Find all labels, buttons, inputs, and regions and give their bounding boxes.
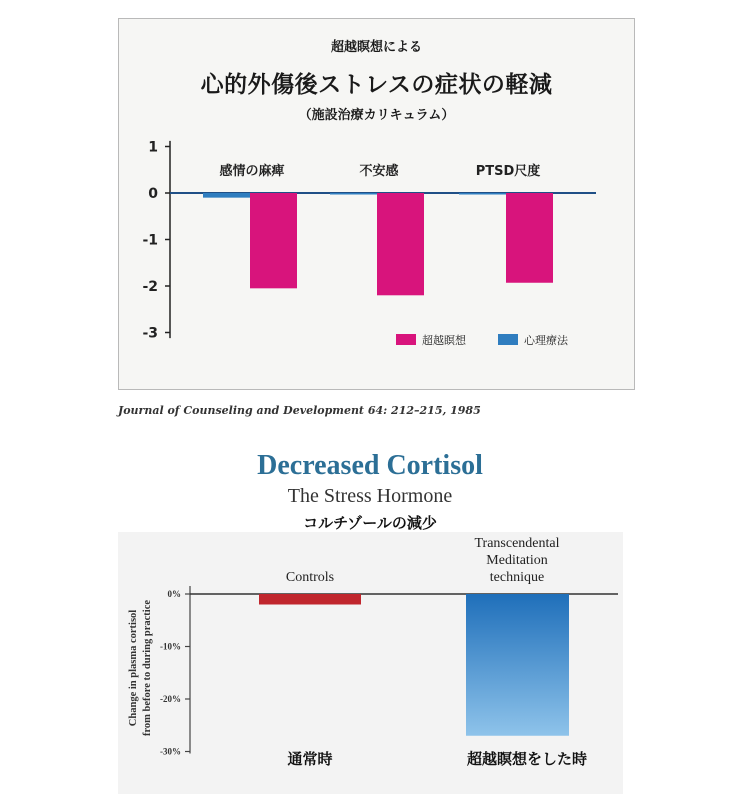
chart-kicker: 超越瞑想による xyxy=(330,40,422,55)
category-label: 不安感 xyxy=(359,164,399,179)
y-tick-label: 1 xyxy=(148,139,158,156)
y-tick-label: -20% xyxy=(160,694,181,704)
category-label: Transcendental xyxy=(474,536,560,551)
y-tick-label: 0 xyxy=(148,186,158,202)
y-tick-label: -2 xyxy=(142,279,158,295)
legend-swatch xyxy=(498,334,518,345)
bar-tm xyxy=(466,594,569,736)
bar-controls xyxy=(259,594,361,605)
category-label-jp: 超越瞑想をした時 xyxy=(466,750,588,768)
legend-label: 超越瞑想 xyxy=(422,334,466,347)
bar-psychotherapy xyxy=(203,193,250,198)
category-label: PTSD尺度 xyxy=(475,164,541,179)
legend-label: 心理療法 xyxy=(524,334,568,347)
y-tick-label: -10% xyxy=(160,641,181,652)
y-axis-label-line2: from before to during practice xyxy=(142,599,153,737)
legend-swatch xyxy=(396,334,416,345)
chart-title: 心的外傷後ストレスの症状の軽減 xyxy=(200,72,553,98)
source-citation: Journal of Counseling and Development 64: 212–215, 1985 xyxy=(118,404,481,417)
cortisol-chart-japanese-subtitle: コルチゾールの減少 xyxy=(303,516,437,532)
cortisol-chart-subtitle: The Stress Hormone xyxy=(287,485,453,507)
bar-tm xyxy=(250,193,297,288)
category-label: Controls xyxy=(285,570,335,585)
y-tick-label: -3 xyxy=(142,325,158,342)
y-tick-label: -30% xyxy=(160,746,181,757)
y-axis-label-line1: Change in plasma cortisol xyxy=(128,609,139,727)
cortisol-chart-title: Decreased Cortisol xyxy=(257,450,483,481)
category-label: technique xyxy=(489,570,545,585)
y-tick-label: 0% xyxy=(167,589,181,599)
bar-psychotherapy xyxy=(459,193,506,195)
bar-tm xyxy=(377,193,424,295)
category-label: 感情の麻痺 xyxy=(219,164,285,179)
chart-subtitle: （施設治療カリキュラム） xyxy=(298,108,455,123)
y-tick-label: -1 xyxy=(142,232,158,249)
category-label-jp: 通常時 xyxy=(287,750,333,768)
bar-psychotherapy xyxy=(330,193,377,195)
bar-tm xyxy=(506,193,553,283)
category-label: Meditation xyxy=(486,553,548,568)
